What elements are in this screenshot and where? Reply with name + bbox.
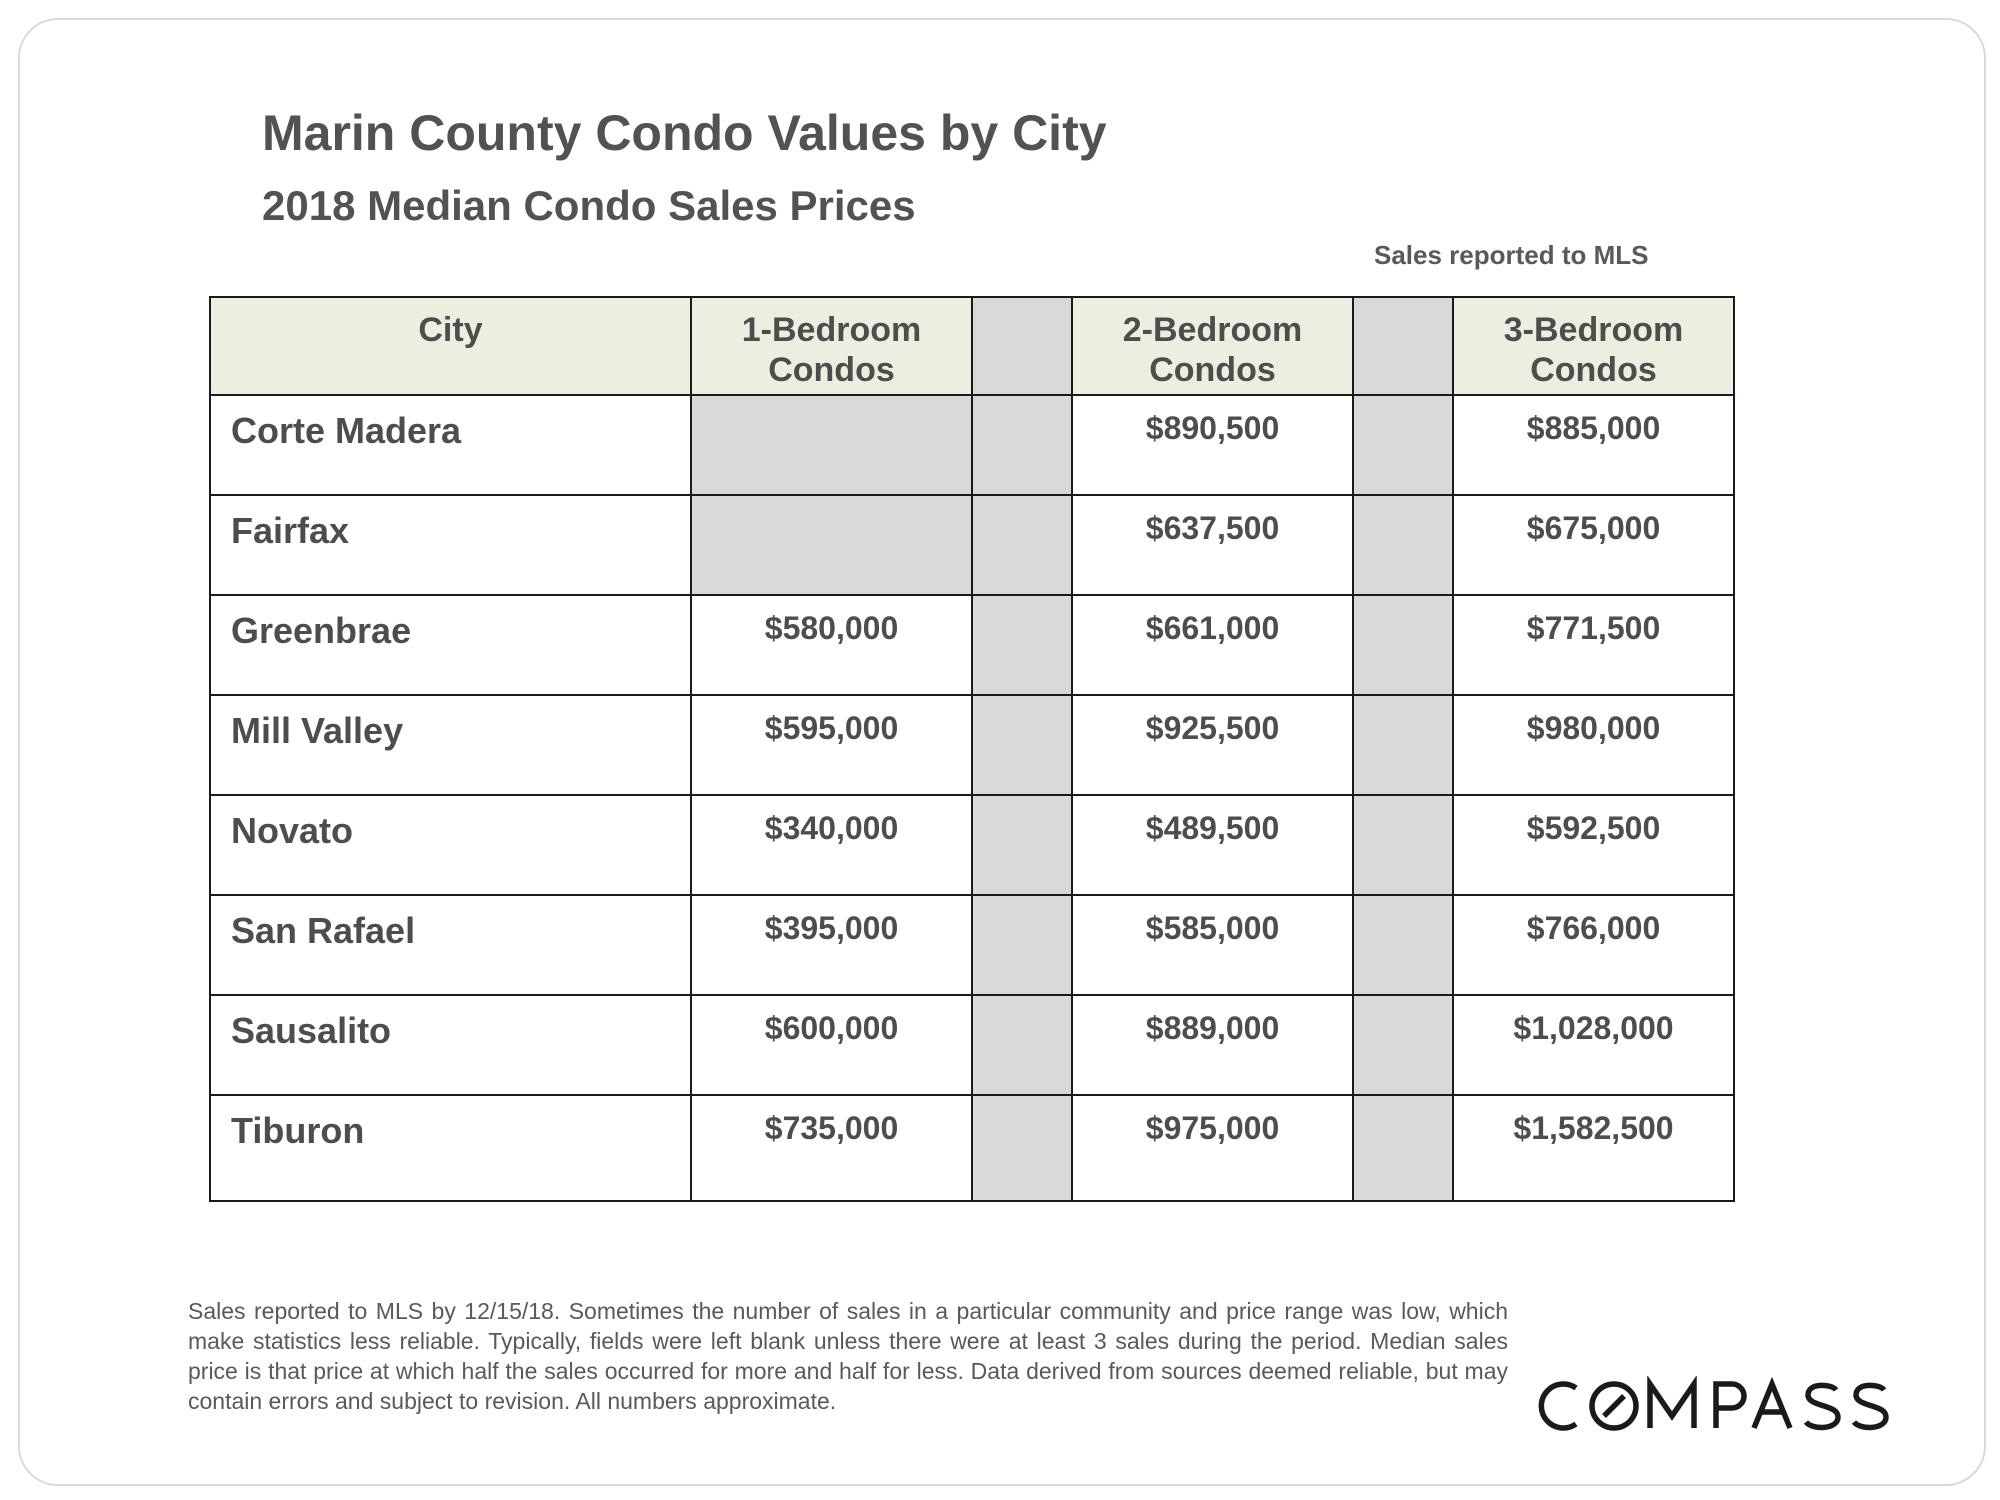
city-name: Novato [210, 795, 691, 895]
logo-letter-c [1541, 1384, 1576, 1428]
logo-letter-m [1650, 1384, 1694, 1428]
column-spacer [1353, 297, 1453, 395]
column-spacer [972, 895, 1072, 995]
two-bedroom-price: $489,500 [1072, 795, 1353, 895]
table-row [210, 695, 1734, 795]
three-bedroom-price: $766,000 [1453, 895, 1734, 995]
three-bedroom-price: $980,000 [1453, 695, 1734, 795]
condo-values-table [209, 296, 1735, 1202]
city-name: Fairfax [210, 495, 691, 595]
three-bedroom-price: $675,000 [1453, 495, 1734, 595]
one-bedroom-price [691, 495, 972, 595]
compass-logo [1532, 1376, 1902, 1436]
three-bedroom-price: $1,028,000 [1453, 995, 1734, 1095]
footnote: Sales reported to MLS by 12/15/18. Sometimes the number of sales in a particular community and price range was low, which make statistics less reliable. Typically, fields were left blank unless there were at least 3 sales during the period. Median sales price is that price at which half the sales occurred for more and half for less. Data derived from sources deemed reliable, but may contain errors and subject to revision. All numbers approximate. [188, 1298, 1508, 1414]
table-row [210, 395, 1734, 495]
column-spacer [972, 1095, 1072, 1201]
two-bedroom-price: $585,000 [1072, 895, 1353, 995]
one-bedroom-price: $600,000 [691, 995, 972, 1095]
mls-note: Sales reported to MLS [1374, 240, 1649, 270]
column-spacer [1353, 595, 1453, 695]
logo-letter-a [1754, 1384, 1790, 1428]
table-row [210, 795, 1734, 895]
column-spacer [972, 395, 1072, 495]
header-city: City [210, 297, 691, 395]
one-bedroom-price: $340,000 [691, 795, 972, 895]
two-bedroom-price: $925,500 [1072, 695, 1353, 795]
column-spacer [1353, 395, 1453, 495]
header-2-bedroom: 2-Bedroom Condos [1072, 297, 1353, 395]
table-row [210, 495, 1734, 595]
one-bedroom-price: $735,000 [691, 1095, 972, 1201]
table-row [210, 995, 1734, 1095]
one-bedroom-price: $580,000 [691, 595, 972, 695]
city-name: Corte Madera [210, 395, 691, 495]
table-row [210, 595, 1734, 695]
page-subtitle: 2018 Median Condo Sales Prices [262, 182, 916, 229]
one-bedroom-price: $595,000 [691, 695, 972, 795]
column-spacer [1353, 695, 1453, 795]
city-name: Tiburon [210, 1095, 691, 1201]
three-bedroom-price: $592,500 [1453, 795, 1734, 895]
two-bedroom-price: $661,000 [1072, 595, 1353, 695]
city-name: Greenbrae [210, 595, 691, 695]
column-spacer [1353, 995, 1453, 1095]
header-1-bedroom: 1-Bedroom Condos [691, 297, 972, 395]
column-spacer [972, 297, 1072, 395]
column-spacer [972, 695, 1072, 795]
page-title: Marin County Condo Values by City [262, 105, 1107, 161]
two-bedroom-price: $637,500 [1072, 495, 1353, 595]
logo-letter-s [1806, 1385, 1838, 1427]
one-bedroom-price: $395,000 [691, 895, 972, 995]
logo-letter-p [1716, 1384, 1744, 1428]
city-name: Sausalito [210, 995, 691, 1095]
column-spacer [972, 795, 1072, 895]
three-bedroom-price: $885,000 [1453, 395, 1734, 495]
three-bedroom-price: $1,582,500 [1453, 1095, 1734, 1201]
city-name: San Rafael [210, 895, 691, 995]
table-row [210, 895, 1734, 995]
table-header-row [210, 297, 1734, 395]
column-spacer [972, 495, 1072, 595]
column-spacer [1353, 1095, 1453, 1201]
column-spacer [1353, 895, 1453, 995]
one-bedroom-price [691, 395, 972, 495]
two-bedroom-price: $890,500 [1072, 395, 1353, 495]
city-name: Mill Valley [210, 695, 691, 795]
column-spacer [1353, 795, 1453, 895]
column-spacer [972, 595, 1072, 695]
column-spacer [1353, 495, 1453, 595]
header-3-bedroom: 3-Bedroom Condos [1453, 297, 1734, 395]
table-row [210, 1095, 1734, 1201]
logo-letter-s-2 [1854, 1385, 1886, 1427]
two-bedroom-price: $889,000 [1072, 995, 1353, 1095]
three-bedroom-price: $771,500 [1453, 595, 1734, 695]
two-bedroom-price: $975,000 [1072, 1095, 1353, 1201]
compass-needle [1604, 1396, 1624, 1416]
column-spacer [972, 995, 1072, 1095]
